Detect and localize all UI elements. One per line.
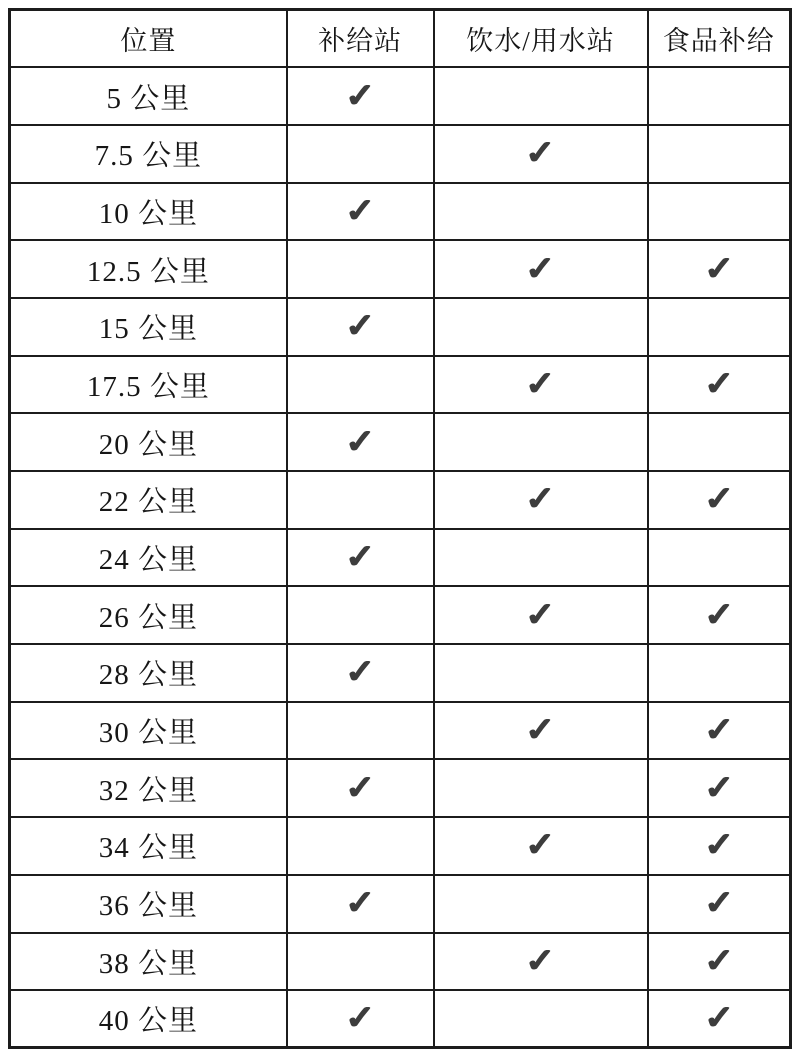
table-row [10, 356, 791, 414]
supply-mark-cell [287, 67, 434, 125]
table-row [10, 471, 791, 529]
table-row [10, 529, 791, 587]
supply-mark-cell [287, 990, 434, 1048]
check-icon: ✓ [703, 768, 734, 807]
location-cell: 40 公里 [10, 990, 287, 1048]
supply-mark-cell [287, 240, 434, 298]
table-row [10, 586, 791, 644]
check-icon: ✓ [525, 134, 556, 173]
check-icon: ✓ [525, 711, 556, 750]
table-row [10, 990, 791, 1048]
water-mark-cell [434, 183, 648, 241]
check-icon: ✓ [345, 999, 376, 1038]
check-icon: ✓ [703, 941, 734, 980]
supply-mark-cell [287, 471, 434, 529]
check-icon: ✓ [703, 711, 734, 750]
food-mark-cell [648, 933, 791, 991]
check-icon: ✓ [345, 307, 376, 346]
food-mark-cell [648, 529, 791, 587]
supply-mark-cell [287, 183, 434, 241]
location-cell: 10 公里 [10, 183, 287, 241]
supply-mark-cell [287, 413, 434, 471]
location-cell: 20 公里 [10, 413, 287, 471]
water-mark-cell [434, 817, 648, 875]
table-row [10, 125, 791, 183]
food-mark-cell [648, 240, 791, 298]
water-mark-cell [434, 586, 648, 644]
check-icon: ✓ [703, 826, 734, 865]
table-row [10, 298, 791, 356]
water-mark-cell [434, 990, 648, 1048]
food-mark-cell [648, 125, 791, 183]
location-cell: 34 公里 [10, 817, 287, 875]
column-header-food: 食品补给 [648, 10, 791, 68]
check-icon: ✓ [345, 884, 376, 923]
food-mark-cell [648, 298, 791, 356]
table-row [10, 759, 791, 817]
supply-mark-cell [287, 644, 434, 702]
check-icon: ✓ [525, 826, 556, 865]
check-icon: ✓ [345, 191, 376, 230]
food-mark-cell [648, 644, 791, 702]
table-row [10, 240, 791, 298]
check-icon: ✓ [525, 595, 556, 634]
location-cell: 38 公里 [10, 933, 287, 991]
food-mark-cell [648, 759, 791, 817]
check-icon: ✓ [703, 364, 734, 403]
check-icon: ✓ [525, 364, 556, 403]
supply-mark-cell [287, 875, 434, 933]
table-row [10, 875, 791, 933]
location-cell: 17.5 公里 [10, 356, 287, 414]
column-header-water: 饮水/用水站 [434, 10, 648, 68]
check-icon: ✓ [345, 653, 376, 692]
check-icon: ✓ [703, 249, 734, 288]
location-cell: 7.5 公里 [10, 125, 287, 183]
table-row [10, 933, 791, 991]
check-icon: ✓ [703, 999, 734, 1038]
check-icon: ✓ [345, 538, 376, 577]
food-mark-cell [648, 356, 791, 414]
column-header-location: 位置 [10, 10, 287, 68]
food-mark-cell [648, 817, 791, 875]
water-mark-cell [434, 702, 648, 760]
column-header-supply: 补给站 [287, 10, 434, 68]
supply-mark-cell [287, 125, 434, 183]
location-cell: 12.5 公里 [10, 240, 287, 298]
supply-mark-cell [287, 702, 434, 760]
water-mark-cell [434, 759, 648, 817]
supply-mark-cell [287, 586, 434, 644]
water-mark-cell [434, 933, 648, 991]
food-mark-cell [648, 183, 791, 241]
supply-mark-cell [287, 933, 434, 991]
supply-mark-cell [287, 356, 434, 414]
water-mark-cell [434, 529, 648, 587]
food-mark-cell [648, 67, 791, 125]
water-mark-cell [434, 298, 648, 356]
water-mark-cell [434, 471, 648, 529]
water-mark-cell [434, 875, 648, 933]
water-mark-cell [434, 67, 648, 125]
water-mark-cell [434, 413, 648, 471]
location-cell: 32 公里 [10, 759, 287, 817]
location-cell: 22 公里 [10, 471, 287, 529]
table-row [10, 644, 791, 702]
table-row [10, 183, 791, 241]
location-cell: 5 公里 [10, 67, 287, 125]
check-icon: ✓ [345, 76, 376, 115]
table-row [10, 67, 791, 125]
check-icon: ✓ [525, 480, 556, 519]
check-icon: ✓ [345, 768, 376, 807]
supply-mark-cell [287, 759, 434, 817]
check-icon: ✓ [703, 480, 734, 519]
location-cell: 36 公里 [10, 875, 287, 933]
check-icon: ✓ [345, 422, 376, 461]
table-row [10, 413, 791, 471]
water-mark-cell [434, 125, 648, 183]
location-cell: 15 公里 [10, 298, 287, 356]
location-cell: 30 公里 [10, 702, 287, 760]
water-mark-cell [434, 644, 648, 702]
food-mark-cell [648, 875, 791, 933]
location-cell: 24 公里 [10, 529, 287, 587]
check-icon: ✓ [525, 941, 556, 980]
supply-mark-cell [287, 529, 434, 587]
supply-mark-cell [287, 817, 434, 875]
food-mark-cell [648, 990, 791, 1048]
table-row [10, 817, 791, 875]
table-body [10, 67, 791, 1048]
location-cell: 28 公里 [10, 644, 287, 702]
food-mark-cell [648, 702, 791, 760]
food-mark-cell [648, 471, 791, 529]
food-mark-cell [648, 586, 791, 644]
header-row [10, 10, 791, 68]
check-icon: ✓ [525, 249, 556, 288]
table-row [10, 702, 791, 760]
supply-mark-cell [287, 298, 434, 356]
location-cell: 26 公里 [10, 586, 287, 644]
check-icon: ✓ [703, 595, 734, 634]
check-icon: ✓ [703, 884, 734, 923]
water-mark-cell [434, 240, 648, 298]
food-mark-cell [648, 413, 791, 471]
supply-stations-table [8, 8, 792, 1049]
water-mark-cell [434, 356, 648, 414]
